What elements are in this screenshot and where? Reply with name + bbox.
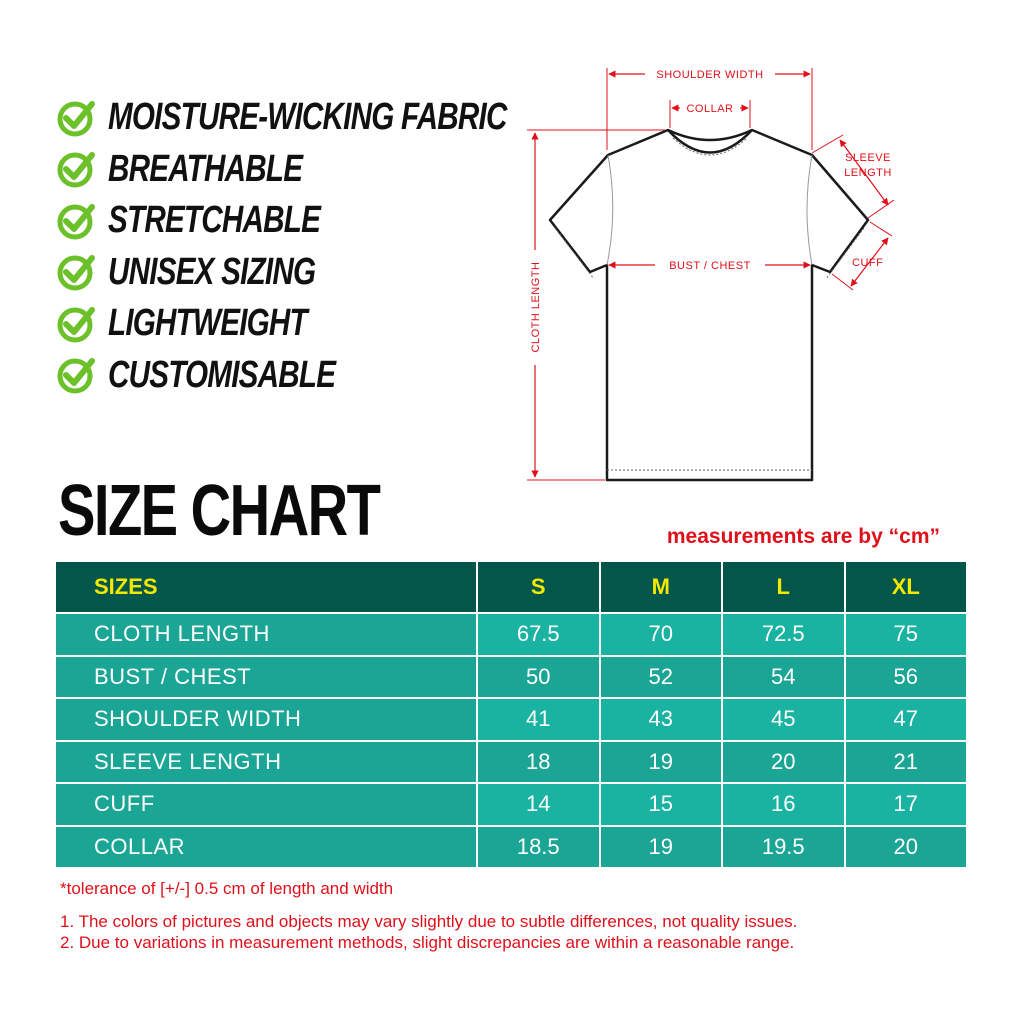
header-cell-l: L — [722, 561, 845, 613]
table-cell: 18.5 — [477, 826, 600, 869]
feature-list — [56, 92, 507, 401]
table-cell: 43 — [600, 698, 723, 741]
table-row — [55, 783, 967, 826]
table-cell: 67.5 — [477, 613, 600, 656]
table-cell: 45 — [722, 698, 845, 741]
table-cell: 54 — [722, 656, 845, 699]
check-circle-icon — [56, 98, 96, 138]
row-label: SLEEVE LENGTH — [55, 741, 477, 784]
feature-item — [56, 247, 496, 299]
row-label: CUFF — [55, 783, 477, 826]
feature-item — [56, 298, 496, 350]
header-cell-sizes: SIZES — [55, 561, 477, 613]
check-circle-icon — [56, 355, 96, 395]
measurement-unit-note: measurements are by “cm” — [666, 525, 940, 548]
table-row — [55, 741, 967, 784]
table-row — [55, 656, 967, 699]
header-cell-xl: XL — [845, 561, 968, 613]
table-cell: 19 — [600, 826, 723, 869]
shoulder-width-label: SHOULDER WIDTH — [656, 69, 764, 81]
row-label: SHOULDER WIDTH — [55, 698, 477, 741]
check-circle-icon — [56, 201, 96, 241]
table-cell: 14 — [477, 783, 600, 826]
table-cell: 21 — [845, 741, 968, 784]
table-cell: 72.5 — [722, 613, 845, 656]
sleeve-length-label-line2: LENGTH — [844, 167, 892, 179]
table-row — [55, 613, 967, 656]
feature-item — [56, 144, 496, 196]
collar-label: COLLAR — [686, 103, 734, 115]
table-row — [55, 826, 967, 869]
feature-label: MOISTURE-WICKING FABRIC — [108, 96, 507, 139]
feature-label: UNISEX SIZING — [108, 250, 316, 293]
bust-chest-label: BUST / CHEST — [669, 260, 751, 272]
table-row — [55, 698, 967, 741]
table-cell: 20 — [845, 826, 968, 869]
row-label: BUST / CHEST — [55, 656, 477, 699]
check-circle-icon — [56, 304, 96, 344]
table-cell: 52 — [600, 656, 723, 699]
table-header-row — [55, 561, 967, 613]
table-cell: 15 — [600, 783, 723, 826]
header-cell-m: M — [600, 561, 723, 613]
sleeve-length-label-line1: SLEEVE — [845, 152, 891, 164]
cloth-length-label: CLOTH LENGTH — [530, 261, 542, 353]
page-title: SIZE CHART — [58, 471, 380, 551]
table-cell: 56 — [845, 656, 968, 699]
footnote-2: 2. Due to variations in measurement methods, slight discrepancies are within a reasonable range. — [60, 933, 795, 952]
tolerance-note: *tolerance of [+/-] 0.5 cm of length and width — [60, 879, 394, 898]
row-label: COLLAR — [55, 826, 477, 869]
table-cell: 17 — [845, 783, 968, 826]
table-cell: 50 — [477, 656, 600, 699]
feature-label: CUSTOMISABLE — [108, 353, 336, 396]
header-cell-s: S — [477, 561, 600, 613]
table-cell: 70 — [600, 613, 723, 656]
table-cell: 19.5 — [722, 826, 845, 869]
table-cell: 16 — [722, 783, 845, 826]
table-cell: 41 — [477, 698, 600, 741]
feature-item — [56, 350, 496, 402]
check-circle-icon — [56, 149, 96, 189]
row-label: CLOTH LENGTH — [55, 613, 477, 656]
table-cell: 20 — [722, 741, 845, 784]
feature-item — [56, 195, 496, 247]
footnote-1: 1. The colors of pictures and objects may vary slightly due to subtle differences, not quality issues. — [60, 912, 798, 931]
check-circle-icon — [56, 252, 96, 292]
feature-label: STRETCHABLE — [108, 199, 321, 242]
table-cell: 19 — [600, 741, 723, 784]
feature-label: LIGHTWEIGHT — [108, 302, 307, 345]
tshirt-measurement-diagram — [520, 60, 900, 490]
table-cell: 47 — [845, 698, 968, 741]
table-cell: 75 — [845, 613, 968, 656]
table-cell: 18 — [477, 741, 600, 784]
size-chart-table — [54, 560, 968, 869]
feature-item — [56, 92, 507, 144]
cuff-label: CUFF — [852, 257, 884, 269]
feature-label: BREATHABLE — [108, 147, 303, 190]
tshirt-outline — [550, 130, 868, 480]
